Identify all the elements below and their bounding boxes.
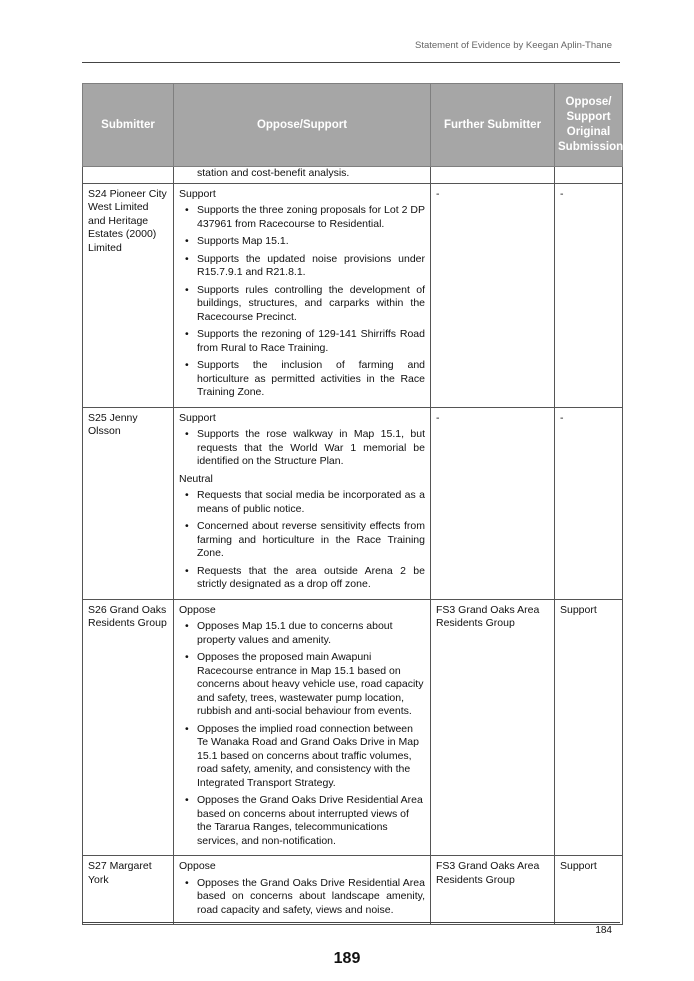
position-list — [179, 877, 425, 918]
list-item: • Supports the updated noise provisions under R15.7.9.1 and R21.8.1. — [179, 253, 425, 280]
position-list — [179, 620, 425, 848]
further-submitter-cell: - — [431, 183, 555, 407]
further-submitter-cell: FS3 Grand Oaks Area Residents Group — [431, 599, 555, 856]
column-header-oppose-support: Oppose/Support — [174, 84, 431, 167]
further-submitter-cell: FS3 Grand Oaks Area Residents Group — [431, 856, 555, 925]
table-cell — [555, 167, 623, 184]
list-item: • Supports rules controlling the development of buildings, structures, and carparks within the Racecourse Precinct. — [179, 284, 425, 325]
column-header-further-submitter: Further Submitter — [431, 84, 555, 167]
list-item: • Opposes the Grand Oaks Drive Residential Area based on concerns about landscape amenity, road capacity and safety, views and noise. — [179, 877, 425, 918]
further-submitter-cell: - — [431, 407, 555, 599]
list-item: • Concerned about reverse sensitivity effects from farming and horticulture in the Race Training Zone. — [179, 520, 425, 561]
oppose-support-cell — [174, 183, 431, 407]
column-header-submitter: Submitter — [83, 84, 174, 167]
position-heading: Neutral — [179, 472, 213, 485]
list-item: • Supports the rezoning of 129-141 Shirriffs Road from Rural to Race Training. — [179, 328, 425, 355]
position-heading: Oppose — [179, 603, 216, 616]
running-header: Statement of Evidence by Keegan Aplin-Thane — [415, 40, 612, 51]
list-item: • Opposes the Grand Oaks Drive Residential Area based on concerns about interrupted views of the Tararua Ranges, telecommunications services, and non-notification. — [179, 794, 425, 848]
list-item: • Opposes the implied road connection between Te Wanaka Road and Grand Oaks Drive in Map 15.1 based on concerns about traffic volumes, road safety, amenity, and consistency with the Integrated Transport Strategy. — [179, 723, 425, 791]
table-row — [83, 599, 623, 856]
list-item: • Supports Map 15.1. — [179, 235, 425, 249]
oppose-support-cell — [174, 599, 431, 856]
position-heading: Support — [179, 411, 216, 424]
position-list — [179, 204, 425, 400]
table-row — [83, 856, 623, 925]
original-submission-cell: - — [555, 407, 623, 599]
document-page-number: 189 — [333, 950, 361, 967]
oppose-support-cell — [174, 407, 431, 599]
column-header-original-submission: Oppose/ Support Original Submission — [555, 84, 623, 167]
table-header-row — [83, 84, 623, 167]
original-submission-cell: Support — [555, 599, 623, 856]
list-item: • Requests that the area outside Arena 2 be strictly designated as a drop off zone. — [179, 565, 425, 592]
list-item: • Opposes Map 15.1 due to concerns about property values and amenity. — [179, 620, 425, 647]
position-list — [179, 428, 425, 469]
page-number: 184 — [595, 925, 612, 936]
list-item: • Supports the inclusion of farming and horticulture as permitted activities in the Race Training Zone. — [179, 359, 425, 400]
position-heading: Support — [179, 187, 216, 200]
footer-divider — [82, 922, 620, 923]
table-row — [83, 183, 623, 407]
table-row — [83, 407, 623, 599]
table-cell — [83, 167, 174, 184]
list-item: • Supports the rose walkway in Map 15.1, but requests that the World War 1 memorial be identified on the Structure Plan. — [179, 428, 425, 469]
submitter-cell: S24 Pioneer City West Limited and Heritage Estates (2000) Limited — [83, 183, 174, 407]
header-divider — [82, 62, 620, 63]
continuation-row — [83, 167, 623, 184]
list-item: • Supports the three zoning proposals for Lot 2 DP 437961 from Racecourse to Residential. — [179, 204, 425, 231]
submitter-cell: S26 Grand Oaks Residents Group — [83, 599, 174, 856]
original-submission-cell: - — [555, 183, 623, 407]
table-cell — [174, 167, 431, 184]
submitter-cell: S25 Jenny Olsson — [83, 407, 174, 599]
continuation-text: station and cost-benefit analysis. — [197, 167, 350, 179]
position-list — [179, 489, 425, 592]
original-submission-cell: Support — [555, 856, 623, 925]
submissions-table — [82, 83, 623, 925]
submitter-cell: S27 Margaret York — [83, 856, 174, 925]
oppose-support-cell — [174, 856, 431, 925]
position-heading: Oppose — [179, 860, 216, 872]
list-item: • Opposes the proposed main Awapuni Racecourse entrance in Map 15.1 based on concerns about heavy vehicle use, road capacity and safety, trees, wastewater pump location, rubbish and anti-social behaviour from events. — [179, 651, 425, 719]
list-item: • Requests that social media be incorporated as a means of public notice. — [179, 489, 425, 516]
table-cell — [431, 167, 555, 184]
